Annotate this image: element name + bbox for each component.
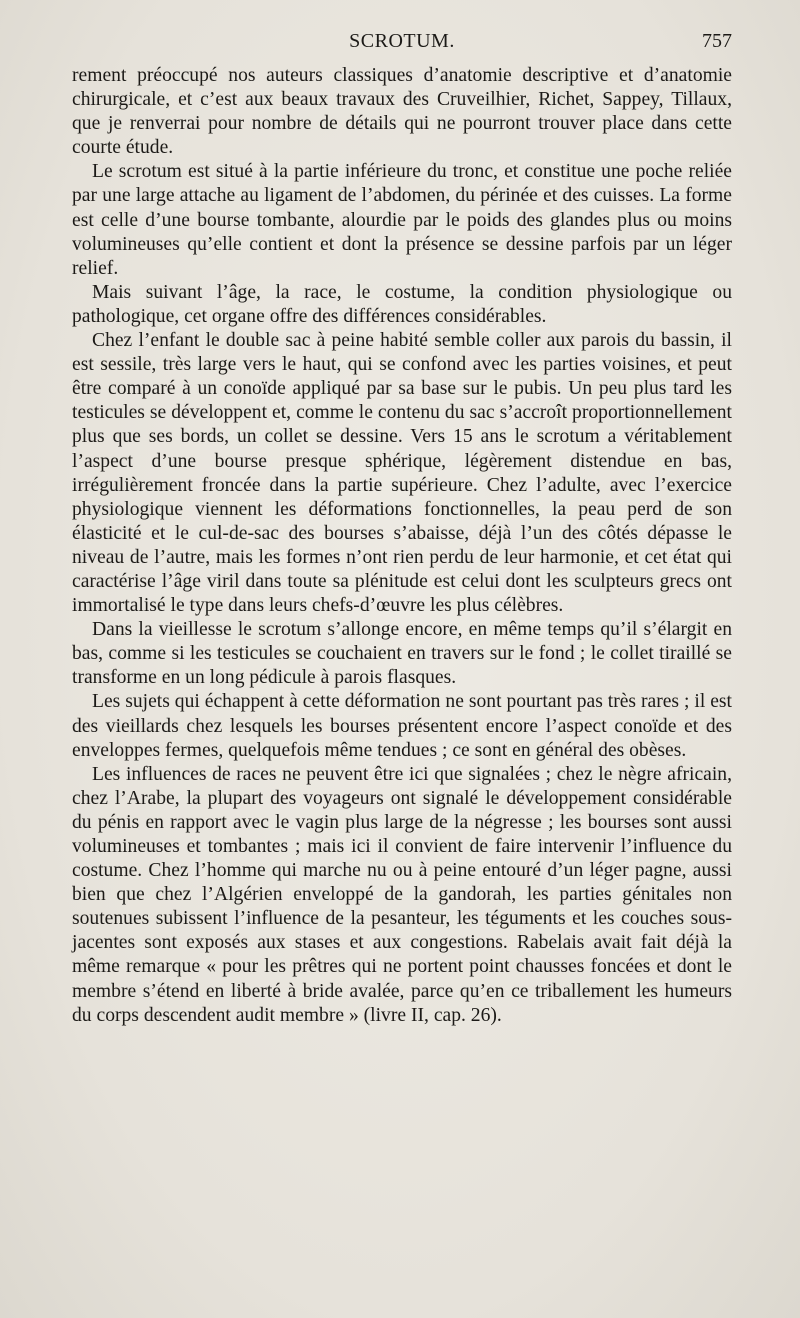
running-title: SCROTUM.	[349, 30, 455, 52]
paragraph: rement préoccupé nos auteurs classiques d’anatomie descriptive et d’anatomie chirurgicale, et c’est aux beaux travaux des Cruveilhier, Richet, Sappey, Tillaux, que je renverrai pour nombre de détails qui ne pourront trouver place dans cette courte étude.	[72, 65, 732, 159]
paragraph: Les influences de races ne peuvent être ici que signalées ; chez le nègre africain, chez l’Arabe, la plupart des voyageurs ont signalé le développement considérable du pénis en rapport avec le vagin plus large de la négresse ; les bourses sont aussi volumineuses et tombantes ; mais ici il convient de faire intervenir l’influence du costume. Chez l’homme qui marche nu ou à peine entouré d’un léger pagne, aussi bien que chez l’Algérien enveloppé de la gandorah, les parties génitales non soutenues subissent l’influence de la pesanteur, les téguments et les couches sous-jacentes sont exposés aux stases et aux congestions. Rabelais avait fait déjà la même remarque « pour les prêtres qui ne portent point chausses foncées et dont le membre s’étend en liberté à bride avalée, parce qu’en ce triballement les humeurs du corps descendent audit membre » (livre II, cap. 26).	[72, 763, 732, 1026]
paragraph: Dans la vieillesse le scrotum s’allonge encore, en même temps qu’il s’élargit en bas, comme si les testicules se couchaient en travers sur le fond ; le collet tiraillé se transforme en un long pédicule à parois flasques.	[72, 619, 732, 689]
paragraph: Le scrotum est situé à la partie inférieure du tronc, et constitue une poche reliée par une large attache au ligament de l’abdomen, du périnée et des cuisses. La forme est celle d’une bourse tombante, alourdie par le poids des glandes plus ou moins volumineuses qu’elle contient et dont la présence se dessine parfois par un léger relief.	[72, 161, 732, 279]
paragraph: Chez l’enfant le double sac à peine habité semble coller aux parois du bassin, il est sessile, très large vers le haut, qui se confond avec les parties voisines, et peut être comparé à un conoïde appliqué par sa base sur le pubis. Un peu plus tard les testicules se développent et, comme le contenu du sac s’accroît proportionnellement plus que ses bords, un collet se dessine. Vers 15 ans le scrotum a véritablement l’aspect d’une bourse presque sphérique, légèrement distendue en bas, irrégulièrement froncée dans la partie supérieure. Chez l’adulte, avec l’exercice physiologique viennent les déformations fonctionnelles, la peau perd de son élasticité et le cul-de-sac des bourses s’abaisse, déjà l’un des côtés dépasse le niveau de l’autre, mais les formes n’ont rien perdu de leur harmonie, et cet état qui caractérise l’âge viril dans toute sa plénitude est celui dont les sculpteurs grecs ont immortalisé le type dans leurs chefs-d’œuvre les plus célèbres.	[72, 330, 732, 617]
paragraph: Mais suivant l’âge, la race, le costume, la condition physiologique ou pathologique, cet organe offre des différences considérables.	[72, 281, 732, 327]
body-text	[72, 64, 732, 1028]
page-header	[72, 30, 732, 60]
paragraph: Les sujets qui échappent à cette déformation ne sont pourtant pas très rares ; il est des vieillards chez lesquels les bourses présentent encore l’aspect conoïde et des enveloppes fermes, quelquefois même tendues ; ce sont en général des obèses.	[72, 691, 732, 761]
page-number: 757	[702, 30, 732, 52]
